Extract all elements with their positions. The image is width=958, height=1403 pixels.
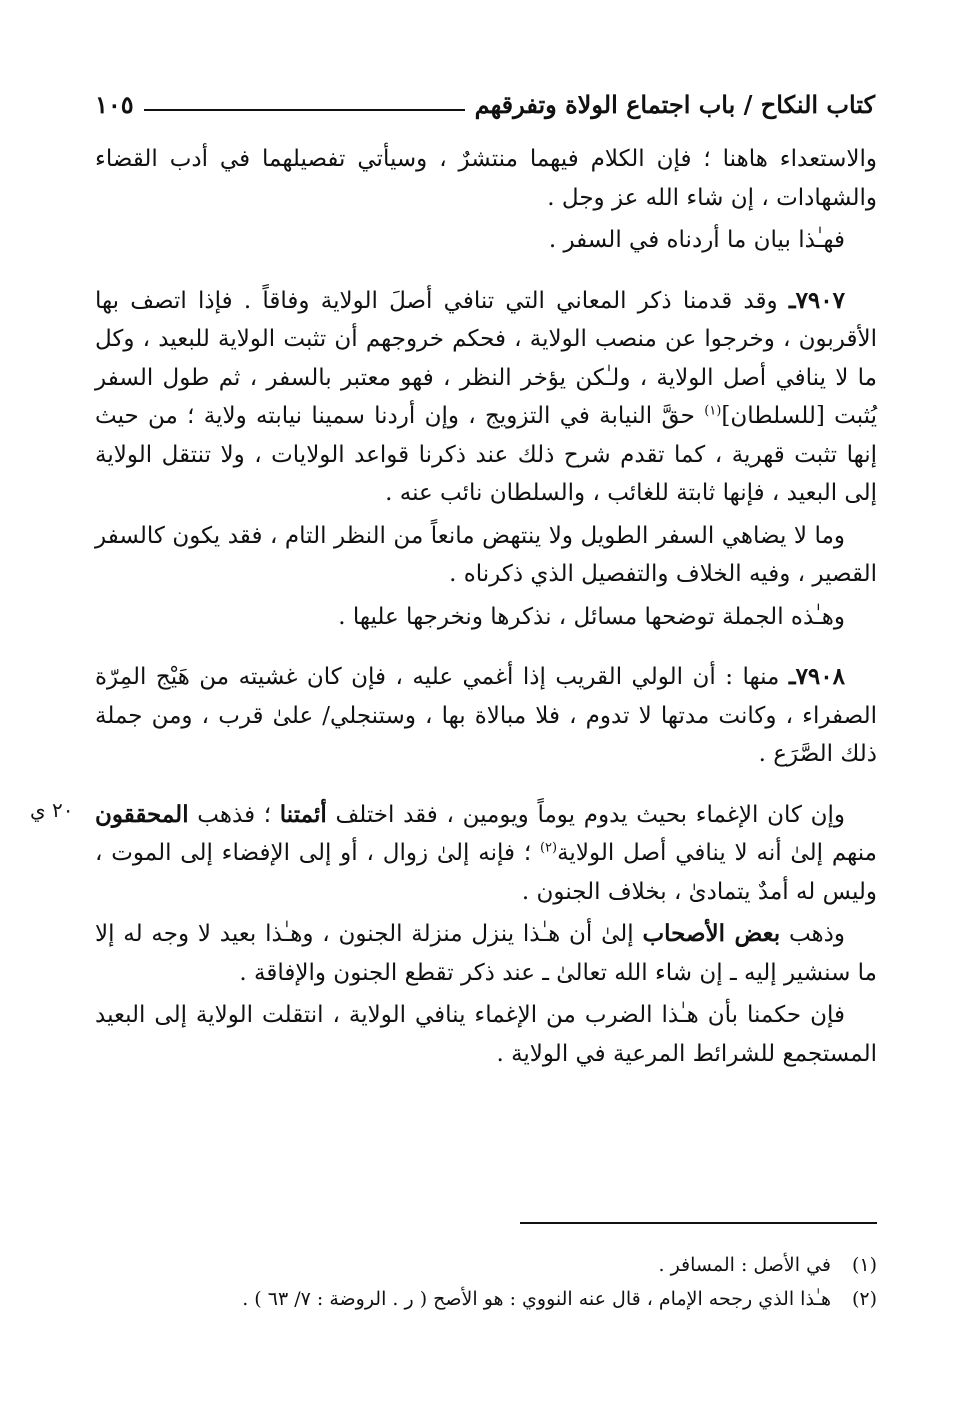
paragraph-issue-7908: ٧٩٠٨ـ منها : أن الولي القريب إذا أغمي عليه ، فإن كان غشيته من هَيْج المِرّة الصفراء ، وكانت مدتها لا تدوم ، فلا مبالاة بها ، وستنجلي/ علىٰ قرب ، ومن جملة ذلك الصَّرَع . <box>95 663 877 767</box>
footnotes <box>95 1248 877 1316</box>
running-header <box>95 86 875 122</box>
bold-term: بعض الأصحاب <box>642 920 781 947</box>
issue-number: ٧٩٠٨ـ <box>788 663 845 690</box>
page-number: ١٠٥ <box>95 89 134 119</box>
paragraph-continuation: والاستعداء هاهنا ؛ فإن الكلام فيهما منتشرٌ ، وسيأتي تفصيلهما في أدب القضاء والشهادات ، إن شاء الله عز وجل . <box>95 146 877 211</box>
footnote-ref-2[interactable]: (٢) <box>539 840 558 856</box>
footnote-separator <box>520 1222 877 1224</box>
bold-term: أئمتنا <box>279 800 327 828</box>
paragraph: وإن كان الإغماء بحيث يدوم يوماً ويومين ، فقد اختلف أئمتنا ؛ فذهب المحققون منهم إلىٰ أنه لا ينافي أصل الولاية$^{(٢)}$ ؛ فإنه إلىٰ زوال ، أو إلى الإفضاء إلى الموت ، وليس له أمدٌ يتمادىٰ ، بخلاف الجنون . <box>95 800 877 905</box>
footnote-text: هـٰذا الذي رجحه الإمام ، قال عنه النووي : هو الأصح ( ر . الروضة : ٧/ ٦٣ ) . <box>242 1288 831 1310</box>
paragraph: وما لا يضاهي السفر الطويل ولا ينتهض مانعاً من النظر التام ، فقد يكون كالسفر القصير ، وفيه الخلاف والتفصيل الذي ذكرناه . <box>95 522 877 587</box>
footnote-number: (١) <box>851 1254 877 1276</box>
paragraph: فإن حكمنا بأن هـٰذا الضرب من الإغماء ينافي الولاية ، انتقلت الولاية إلى البعيد المستجمع للشرائط المرعية في الولاية . <box>95 1002 877 1067</box>
paragraph: وذهب بعض الأصحاب إلىٰ أن هـٰذا ينزل منزلة الجنون ، وهـٰذا بعيد لا وجه له إلا ما سنشير إليه ـ إن شاء الله تعالىٰ ـ عند ذكر تقطع الجنون والإفاقة . <box>95 920 877 986</box>
footnote-1 <box>95 1248 877 1282</box>
margin-note: ٢٠ ي <box>30 798 74 822</box>
footnote-text: في الأصل : المسافر . <box>658 1254 831 1276</box>
main-text <box>95 140 877 1073</box>
footnote-2 <box>95 1282 877 1316</box>
paragraph-issue-7907: ٧٩٠٧ـ وقد قدمنا ذكر المعاني التي تنافي أصلَ الولاية وفاقاً . فإذا اتصف بها الأقربون ، وخرجوا عن منصب الولاية ، فحكم خروجهم أن تثبت الولاية للبعيد ، وكل ما لا ينافي أصل الولاية ، ولـٰكن يؤخر النظر ، فهو معتبر بالسفر ، ثم طول السفر يُثبت [للسلطان]$^{(١)}$ حقَّ النيابة في التزويج ، وإن أردنا سمينا نيابته ولاية ؛ من حيث إنها تثبت قهرية ، كما تقدم شرح ذلك عند ذكرنا قواعد الولايات ، ولا تنتقل الولاية إلى البعيد ، فإنها ثابتة للغائب ، والسلطان نائب عنه . <box>95 286 877 506</box>
paragraph-conclusion: فهـٰذا بيان ما أردناه في السفر . <box>548 227 845 253</box>
footnote-number: (٢) <box>851 1288 877 1310</box>
bold-term: المحققون <box>95 800 189 828</box>
issue-number: ٧٩٠٧ـ <box>788 286 845 314</box>
header-rule <box>144 109 465 111</box>
paragraph: وهـٰذه الجملة توضحها مسائل ، نذكرها ونخرجها عليها . <box>338 603 845 630</box>
footnote-ref-1[interactable]: (١) <box>704 403 722 419</box>
chapter-title: كتاب النكاح / باب اجتماع الولاة وتفرقهم <box>474 89 875 119</box>
